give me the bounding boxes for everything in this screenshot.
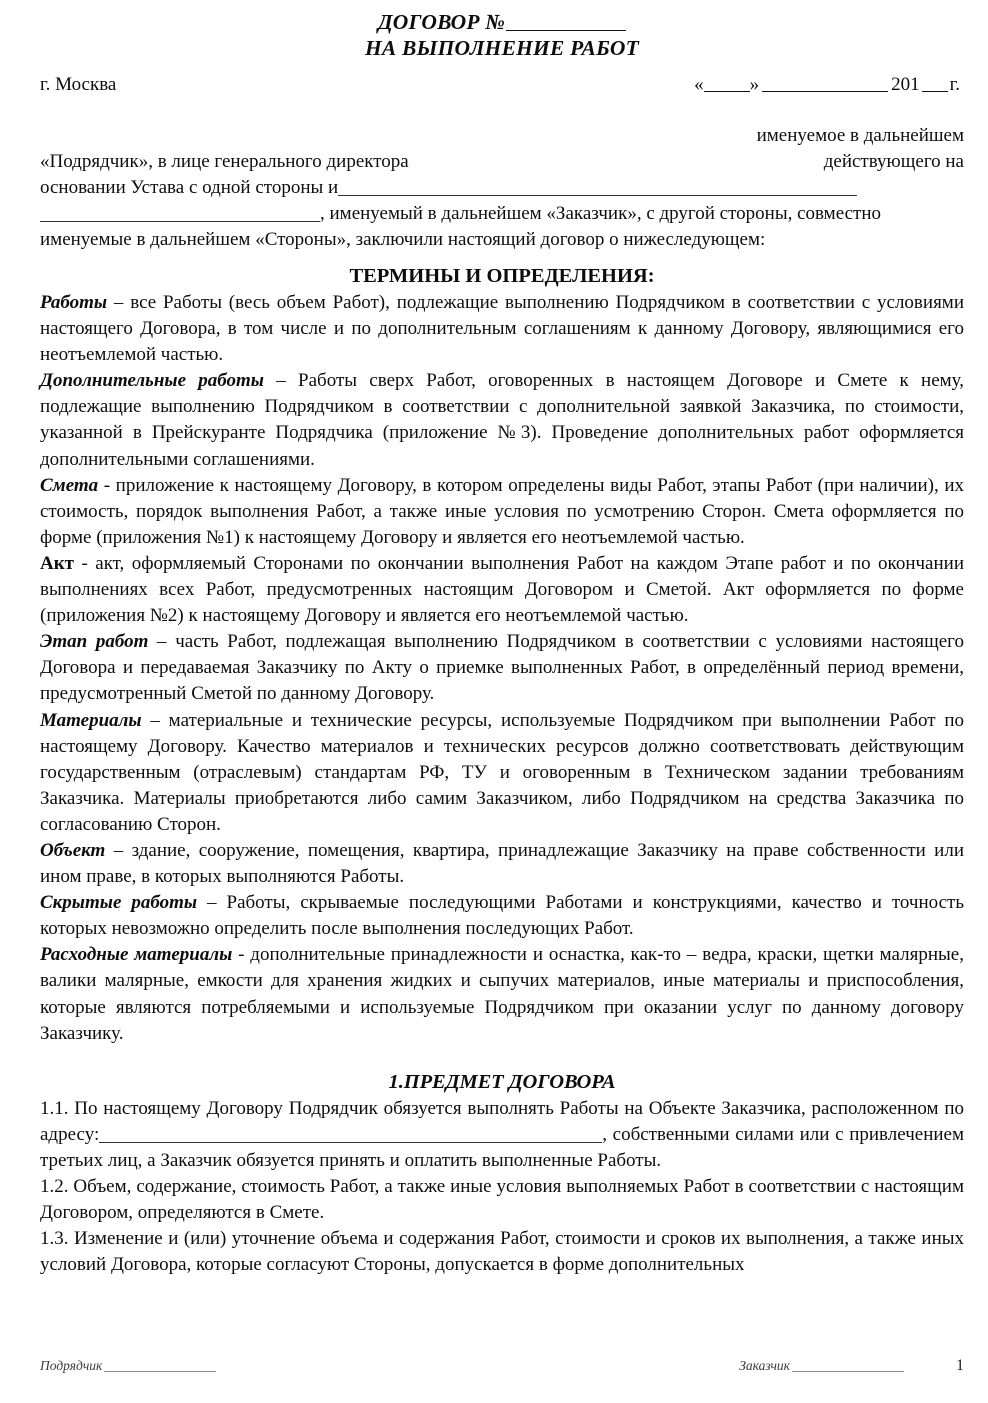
term-body: – Работы сверх Работ, оговоренных в настоящем Договоре и Смете к нему, подлежащие выполнению Подрядчиком в соответствии с дополнительной заявкой Заказчика, по стоимости, указанной в Прейскуранте Подрядчика (приложение №3). Проведение дополнительных работ оформляется дополнительными соглашениями. [40,370,965,470]
term-lead: Объект [40,839,106,861]
page-footer [40,1357,964,1375]
contract-subtitle: НА ВЫПОЛНЕНИЕ РАБОТ [364,36,639,60]
term-body: – часть Работ, подлежащая выполнению Подрядчиком в соответствии с условиями настоящего Договора и передаваемая Заказчику по Акту о приемке выполненных Работ, в определённый период времени, предусмотренный Сметой по данному Договору. [40,631,964,705]
term-body: – здание, сооружение, помещения, квартира, принадлежащие Заказчику на праве собственности или ином праве, в которых выполняются Работы. [40,839,964,888]
section-1-heading: 1.ПРЕДМЕТ ДОГОВОРА [388,1070,616,1093]
terms-heading: ТЕРМИНЫ И ОПРЕДЕЛЕНИЯ: [349,265,655,287]
year-suffix: г. [949,74,960,95]
quote-close: » [749,74,760,95]
customer-name-blank-2[interactable] [40,204,320,222]
contractor-signature-blank[interactable] [104,1371,216,1372]
city-label: г. Москва [40,74,117,95]
date-fields [694,73,964,97]
term-lead: Работы [40,292,108,313]
term-item [40,942,964,1046]
term-lead: Смета [40,474,99,496]
customer-signature-blank[interactable] [792,1371,904,1372]
term-item [40,838,964,890]
term-item [40,551,964,629]
preamble-contractor-text: «Подрядчик», в лице генерального директора [40,151,409,172]
footer-contractor-signature [40,1358,216,1374]
preamble-charter-text: основании Устава с одной стороны и [40,177,339,198]
term-item [40,368,964,472]
quote-open: « [694,74,704,95]
object-address-blank[interactable] [99,1125,602,1143]
preamble-line-1 [40,123,964,149]
term-item [40,890,964,942]
preamble-acting-text: действующего на [823,151,964,172]
term-lead: Дополнительные работы [40,370,264,392]
preamble-line-4 [40,201,964,227]
page-number: 1 [956,1357,964,1374]
preamble-line-2 [40,149,964,175]
term-item [40,473,964,551]
term-item [40,708,964,838]
clause-1-2: 1.2. Объем, содержание, стоимость Работ, а также иные условия выполняемых Работ в соответствии с настоящим Договором, определяются в Смете. [40,1176,964,1224]
customer-name-blank-1[interactable] [338,178,857,196]
clause-1-3: 1.3. Изменение и (или) уточнение объема и содержания Работ, стоимости и сроков их выполнения, а также иных условий Договора, которые согласуют Стороны, допускается в форме дополнительных [40,1228,964,1276]
contract-number-line [40,10,964,35]
term-lead: Этап работ [40,631,149,653]
preamble-line-5: именуемые в дальнейшем «Стороны», заключили настоящий договор о нижеследующем: [40,229,766,250]
term-item [40,290,964,368]
preamble-block [40,123,964,253]
contract-title-prefix: ДОГОВОР № [377,10,506,34]
clause-1-1-text-b: , собственными силами или с привлечением третьих лиц, а Заказчик обязуется принять и оплатить выполненные Работы. [40,1123,964,1171]
preamble-line-3 [40,175,964,201]
term-body: - акт, оформляемый Сторонами по окончании выполнения Работ на каждом Этапе работ и по окончании выполнениях всех Работ, предусмотренных настоящим Договором и Сметой. Акт оформляется по форме (приложения №2) к настоящему Договору и является его неотъемлемой частью. [40,552,964,627]
term-body: – все Работы (весь объем Работ), подлежащие выполнению Подрядчиком в соответствии с условиями настоящего Договора, в том числе и по дополнительным соглашениям к данному Договору, являющимися его неотъемлемой частью. [40,292,964,366]
month-blank[interactable] [762,91,888,92]
preamble-customer-text: , именуемый в дальнейшем «Заказчик», с другой стороны, совместно [320,203,882,224]
document-content [40,10,964,1278]
clause-1-1 [40,1096,964,1174]
term-body: - дополнительные принадлежности и оснастка, как-то – ведра, краски, щетки малярные, валики малярные, емкости для хранения жидких и сыпучих материалов, иные материалы и приспособления, которые являются потребляемыми и используемые Подрядчиком при оказании услуг по данному договору Заказчику. [40,944,964,1044]
preamble-line-1-text: именуемое в дальнейшем [756,125,964,146]
document-title-block [40,10,964,61]
city-date-row [40,73,964,97]
footer-customer-label: Заказчик [739,1358,790,1373]
term-lead: Материалы [40,709,142,731]
day-blank[interactable] [704,91,750,92]
term-lead: Акт [40,552,75,574]
term-item [40,629,964,707]
year-prefix: 201 [891,74,920,95]
term-lead: Расходные материалы [40,944,233,966]
term-body: - приложение к настоящему Договору, в котором определены виды Работ, этапы Работ (при наличии), их стоимость, порядок выполнения Работ, а также иные условия по усмотрению Сторон. Смета оформляется по форме (приложения №1) к настоящему Договору и является его неотъемлемой частью. [40,474,964,548]
term-body: – Работы, скрываемые последующими Работами и конструкциями, качество и точность которых невозможно определить после выполнения последующих Работ. [40,892,964,940]
footer-contractor-label: Подрядчик [40,1358,103,1373]
contract-number-blank[interactable] [506,30,626,31]
year-blank[interactable] [922,91,948,92]
clause-1-1-text-a: 1.1. По настоящему Договору Подрядчик обязуется выполнять Работы на Объекте Заказчика, расположенном по адресу: [40,1097,964,1145]
footer-customer-signature [739,1357,964,1375]
term-body: – материальные и технические ресурсы, используемые Подрядчиком при выполнении Работ по настоящему Договору. Качество материалов и технических ресурсов должно соответствовать действующим государственным (отраслевым) стандартам РФ, ТУ и оговоренным в Техническом задании требованиям Заказчика. Материалы приобретаются либо самим Заказчиком, либо Подрядчиком на средства Заказчика по согласованию Сторон. [40,709,964,835]
term-lead: Скрытые работы [40,892,198,914]
